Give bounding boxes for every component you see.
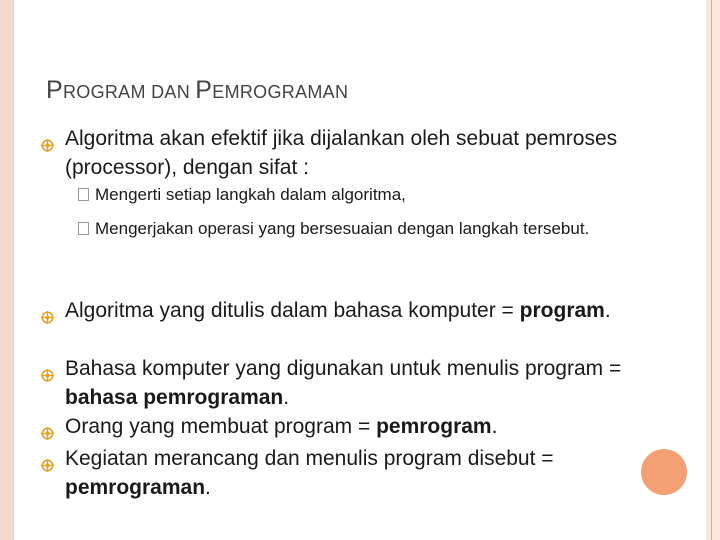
bullet-bold-text: bahasa pemrograman — [65, 386, 284, 409]
sun-cog-icon — [41, 303, 54, 332]
sub-bullet-text: Mengerjakan operasi yang bersesuaian dengan langkah tersebut. — [95, 219, 590, 238]
title-letter: P — [195, 76, 213, 104]
sub-bullet-item — [95, 218, 635, 239]
bullet-punct: . — [604, 299, 611, 322]
sub-bullet-text: Mengerti setiap langkah dalam algoritma, — [95, 185, 406, 204]
bullet-text: Orang yang membuat program = — [65, 415, 377, 438]
sun-cog-icon — [41, 361, 54, 390]
bullet-item — [65, 412, 625, 441]
bullet-punct: . — [491, 415, 498, 438]
bullet-text: Algoritma yang ditulis dalam bahasa komputer = — [65, 299, 520, 322]
slide-title — [46, 76, 348, 105]
bullet-item — [65, 296, 625, 325]
left-frame — [0, 0, 14, 540]
right-frame — [706, 0, 720, 540]
bullet-item — [65, 354, 625, 412]
bullet-text: Algoritma akan efektif jika dijalankan oleh sebuat pemroses (processor), dengan sifat : — [65, 127, 618, 179]
bullet-punct: . — [205, 476, 211, 499]
bullet-item — [65, 444, 625, 502]
bullet-punct: . — [283, 386, 290, 409]
title-text: EMROGRAMAN — [212, 82, 349, 102]
bullet-bold-text: pemrograman — [65, 476, 206, 499]
bullet-bold-text: pemrogram — [376, 415, 492, 438]
title-letter: P — [46, 76, 63, 104]
sun-cog-icon — [41, 131, 54, 160]
square-box-icon — [78, 222, 89, 235]
sun-cog-icon — [41, 419, 54, 448]
bullet-item — [65, 124, 625, 182]
sub-bullet-item — [95, 184, 635, 205]
sun-cog-icon — [41, 451, 54, 480]
square-box-icon — [78, 188, 89, 201]
decorative-circle — [641, 449, 687, 495]
bullet-text: Bahasa komputer yang digunakan untuk menulis program = — [65, 357, 622, 380]
title-text: ROGRAM DAN — [62, 82, 196, 102]
right-frame-line-outer — [711, 0, 712, 540]
bullet-text: Kegiatan merancang dan menulis program disebut = — [65, 447, 554, 470]
bullet-bold-text: program — [519, 299, 605, 322]
